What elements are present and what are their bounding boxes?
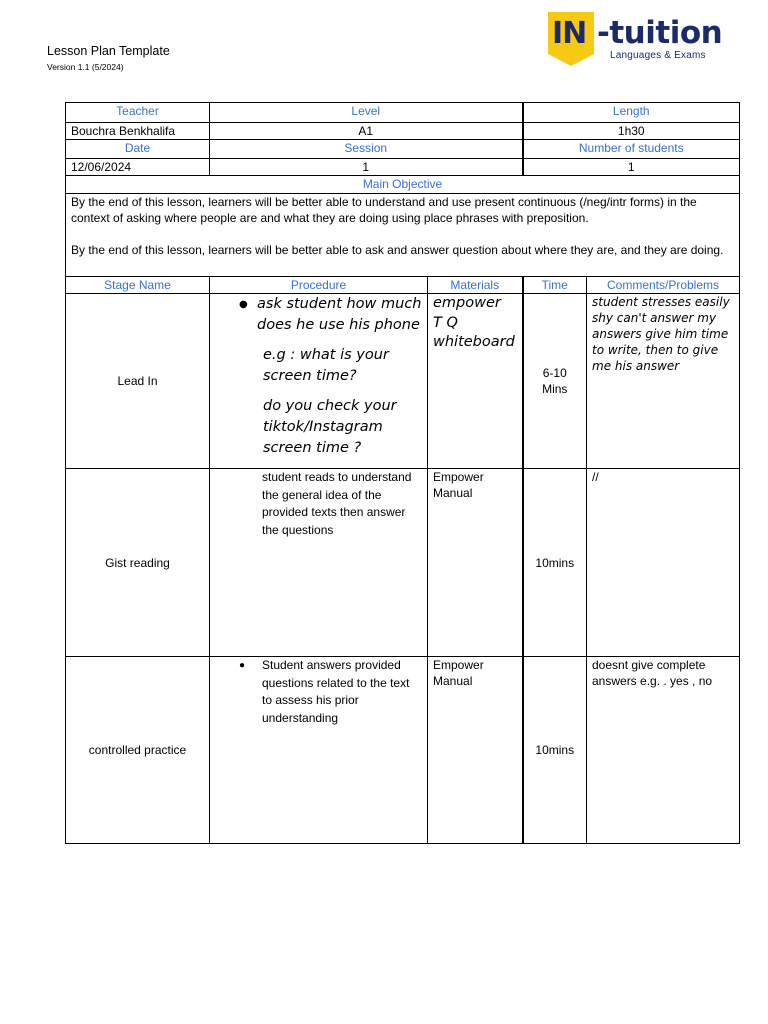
stage-name-header: Stage Name [66, 277, 210, 294]
length-label: Length [523, 103, 740, 123]
level-value: A1 [210, 123, 523, 140]
teacher-value: Bouchra Benkhalifa [66, 123, 210, 140]
lesson-plan-table [65, 102, 740, 844]
time-value: 10mins [523, 469, 587, 657]
stage-name: controlled practice [66, 657, 210, 844]
material-item: whiteboard [433, 334, 515, 350]
time-header: Time [523, 277, 587, 294]
materials-header: Materials [428, 277, 523, 294]
procedure-item: ● ask student how much does he use his phone [239, 294, 422, 336]
logo-in-text: IN [552, 16, 587, 51]
procedure-example: e.g : what is your screen time? [263, 347, 389, 384]
objective-paragraph-1: By the end of this lesson, learners will be better able to understand and use present continuous (/neg/intr forms) in the context of asking where people are and what they are doing using place phrases with preposition. [71, 195, 697, 225]
session-label: Session [210, 140, 523, 159]
date-value: 12/06/2024 [66, 159, 210, 176]
stage-row [66, 657, 740, 844]
students-label: Number of students [523, 140, 740, 159]
materials-cell [428, 294, 523, 469]
procedure-cell [210, 294, 428, 469]
logo-tagline: Languages & Exams [610, 50, 706, 61]
time-value: 6-10 Mins [523, 294, 587, 469]
document-version: Version 1.1 (5/2024) [47, 62, 124, 72]
material-item: empower [433, 295, 501, 311]
time-value: 10mins [523, 657, 587, 844]
comment-line: student stresses easily [592, 295, 730, 309]
stage-name: Gist reading [66, 469, 210, 657]
objective-paragraph-2: By the end of this lesson, learners will be better able to ask and answer question about where they are, and they are doing. [71, 243, 724, 257]
procedure-header: Procedure [210, 277, 428, 294]
comments-cell [587, 294, 740, 469]
procedure-example: do you check your tiktok/Instagram screen time ? [263, 398, 397, 456]
material-item: T Q [433, 314, 458, 331]
teacher-label: Teacher [66, 103, 210, 123]
comments-header: Comments/Problems [587, 277, 740, 294]
length-value: 1h30 [523, 123, 740, 140]
date-label: Date [66, 140, 210, 159]
stage-row [66, 294, 740, 469]
comments-cell: // [587, 469, 740, 657]
procedure-cell: student reads to understand the general idea of the provided texts then answer the questions [210, 469, 428, 657]
materials-cell: Empower Manual [428, 469, 523, 657]
procedure-item: ● Student answers provided questions related to the text to assess his prior understanding [239, 657, 422, 727]
level-label: Level [210, 103, 523, 123]
main-objective-label: Main Objective [66, 176, 740, 194]
document-title: Lesson Plan Template [47, 44, 170, 58]
session-value: 1 [210, 159, 523, 176]
in-tuition-logo [548, 12, 728, 68]
comment-line: shy can't answer my answers give him time to write, then to give me his answer [592, 311, 729, 373]
procedure-cell [210, 657, 428, 844]
main-objective-text [66, 194, 740, 277]
students-value: 1 [523, 159, 740, 176]
logo-tuition-text: -tuition [597, 15, 723, 51]
stage-name: Lead In [66, 294, 210, 469]
materials-cell: Empower Manual [428, 657, 523, 844]
stage-row [66, 469, 740, 657]
comments-cell: doesnt give complete answers e.g. . yes , no [587, 657, 740, 844]
